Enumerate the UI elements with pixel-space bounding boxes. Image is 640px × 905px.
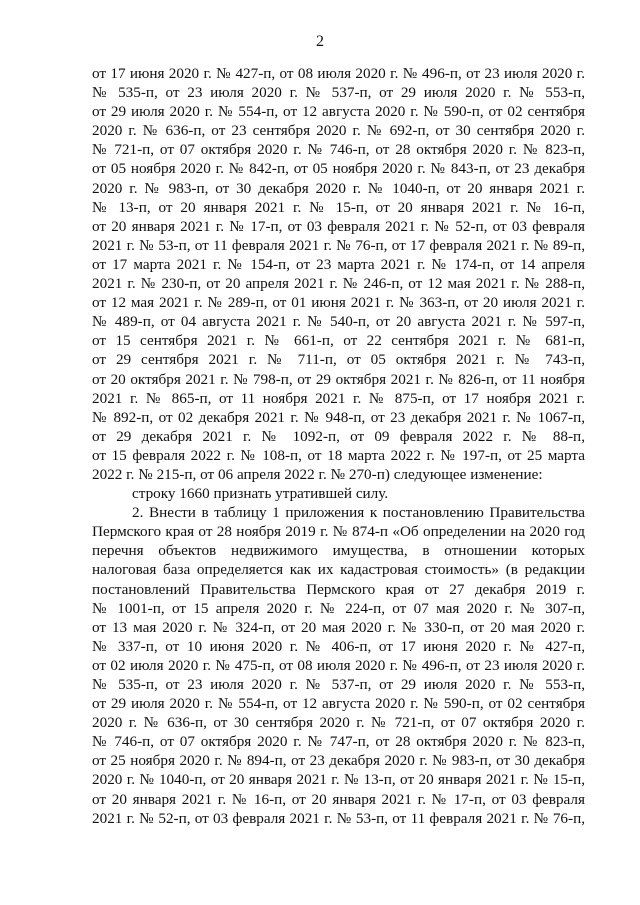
text-line: от 29 июля 2020 г. № 554-п, от 12 августа 2020 г. № 590-п, от 02 сентября (92, 695, 585, 713)
text-line: № 535-п, от 23 июля 2020 г. № 537-п, от 29 июля 2020 г. № 553-п, (92, 676, 585, 693)
text-line: 2020 г. № 636-п, от 23 сентября 2020 г. № 692-п, от 30 сентября 2020 г. (92, 122, 585, 140)
document-body (92, 64, 585, 828)
text-line: 2021 г. № 230-п, от 20 апреля 2021 г. № 246-п, от 12 мая 2021 г. № 288-п, (92, 275, 585, 293)
text-line: 2020 г. № 983-п, от 30 декабря 2020 г. № 1040-п, от 20 января 2021 г. (92, 179, 585, 197)
text-line: 2021 г. № 52-п, от 03 февраля 2021 г. № 53-п, от 11 февраля 2021 г. № 76-п, (92, 809, 585, 827)
text-line: № 746-п, от 07 октября 2020 г. № 747-п, от 28 октября 2020 г. № 823-п, (92, 733, 585, 751)
text-line: от 25 ноября 2020 г. № 894-п, от 23 декабря 2020 г. № 983-п, от 30 декабря (92, 752, 585, 770)
text-line: от 29 декабря 2021 г. № 1092-п, от 09 февраля 2022 г. № 88-п, (92, 427, 585, 445)
page-number: 2 (316, 33, 324, 50)
text-line: от 15 февраля 2022 г. № 108-п, от 18 марта 2022 г. № 197-п, от 25 марта (92, 446, 585, 464)
text-line: 2021 г. № 865-п, от 11 ноября 2021 г. № 875-п, от 17 ноября 2021 г. (92, 389, 585, 407)
text-line: от 02 июля 2020 г. № 475-п, от 08 июля 2020 г. № 496-п, от 23 июля 2020 г. (92, 656, 585, 674)
text-line: № 13-п, от 20 января 2021 г. № 15-п, от 20 января 2021 г. № 16-п, (92, 198, 585, 216)
text-line: от 20 января 2021 г. № 16-п, от 20 января 2021 г. № 17-п, от 03 февраля (92, 790, 585, 808)
text-line: от 13 мая 2020 г. № 324-п, от 20 мая 2020 г. № 330-п, от 20 мая 2020 г. (92, 618, 585, 636)
text-line: № 489-п, от 04 августа 2021 г. № 540-п, от 20 августа 2021 г. № 597-п, (92, 313, 585, 331)
text-line: от 12 мая 2021 г. № 289-п, от 01 июня 2021 г. № 363-п, от 20 июля 2021 г. (92, 294, 585, 312)
text-line: № 1001-п, от 15 апреля 2020 г. № 224-п, от 07 мая 2020 г. № 307-п, (92, 599, 585, 617)
text-line: от 05 ноября 2020 г. № 842-п, от 05 ноября 2020 г. № 843-п, от 23 декабря (92, 160, 585, 178)
text-line: 2020 г. № 1040-п, от 20 января 2021 г. № 13-п, от 20 января 2021 г. № 15-п, (92, 771, 585, 789)
text-line: 2021 г. № 53-п, от 11 февраля 2021 г. № 76-п, от 17 февраля 2021 г. № 89-п, (92, 236, 585, 254)
text-line: № 892-п, от 02 декабря 2021 г. № 948-п, от 23 декабря 2021 г. № 1067-п, (92, 408, 585, 426)
text-line: от 29 июля 2020 г. № 554-п, от 12 августа 2020 г. № 590-п, от 02 сентября (92, 103, 585, 121)
text-line: от 15 сентября 2021 г. № 661-п, от 22 сентября 2021 г. № 681-п, (92, 332, 585, 350)
text-line: Пермского края от 28 ноября 2019 г. № 874-п «Об определении на 2020 год (92, 523, 585, 541)
text-line: № 535-п, от 23 июля 2020 г. № 537-п, от 29 июля 2020 г. № 553-п, (92, 84, 585, 102)
text-line: 2020 г. № 636-п, от 30 сентября 2020 г. № 721-п, от 07 октября 2020 г. (92, 714, 585, 732)
text-line: 2. Внести в таблицу 1 приложения к постановлению Правительства (132, 504, 585, 522)
text-line: от 29 сентября 2021 г. № 711-п, от 05 октября 2021 г. № 743-п, (92, 351, 585, 369)
text-line: перечня объектов недвижимого имущества, в отношении которых (92, 542, 585, 560)
text-line: налоговая база определяется как их кадастровая стоимость» (в редакции (92, 561, 585, 579)
text-line: постановлений Правительства Пермского края от 27 декабря 2019 г. (92, 580, 585, 598)
text-line: от 17 июня 2020 г. № 427-п, от 08 июля 2020 г. № 496-п, от 23 июля 2020 г. (92, 65, 585, 82)
text-line: от 17 марта 2021 г. № 154-п, от 23 марта 2021 г. № 174-п, от 14 апреля (92, 255, 585, 273)
text-line: № 721-п, от 07 октября 2020 г. № 746-п, от 28 октября 2020 г. № 823-п, (92, 141, 585, 159)
text-line: от 20 октября 2021 г. № 798-п, от 29 октября 2021 г. № 826-п, от 11 ноября (92, 370, 585, 388)
text-line: строку 1660 признать утратившей силу. (132, 485, 389, 503)
text-line: от 20 января 2021 г. № 17-п, от 03 февраля 2021 г. № 52-п, от 03 февраля (92, 217, 585, 235)
text-line: 2022 г. № 215-п, от 06 апреля 2022 г. № 270-п) следующее изменение: (92, 465, 543, 483)
text-line: № 337-п, от 10 июня 2020 г. № 406-п, от 17 июня 2020 г. № 427-п, (92, 637, 585, 655)
